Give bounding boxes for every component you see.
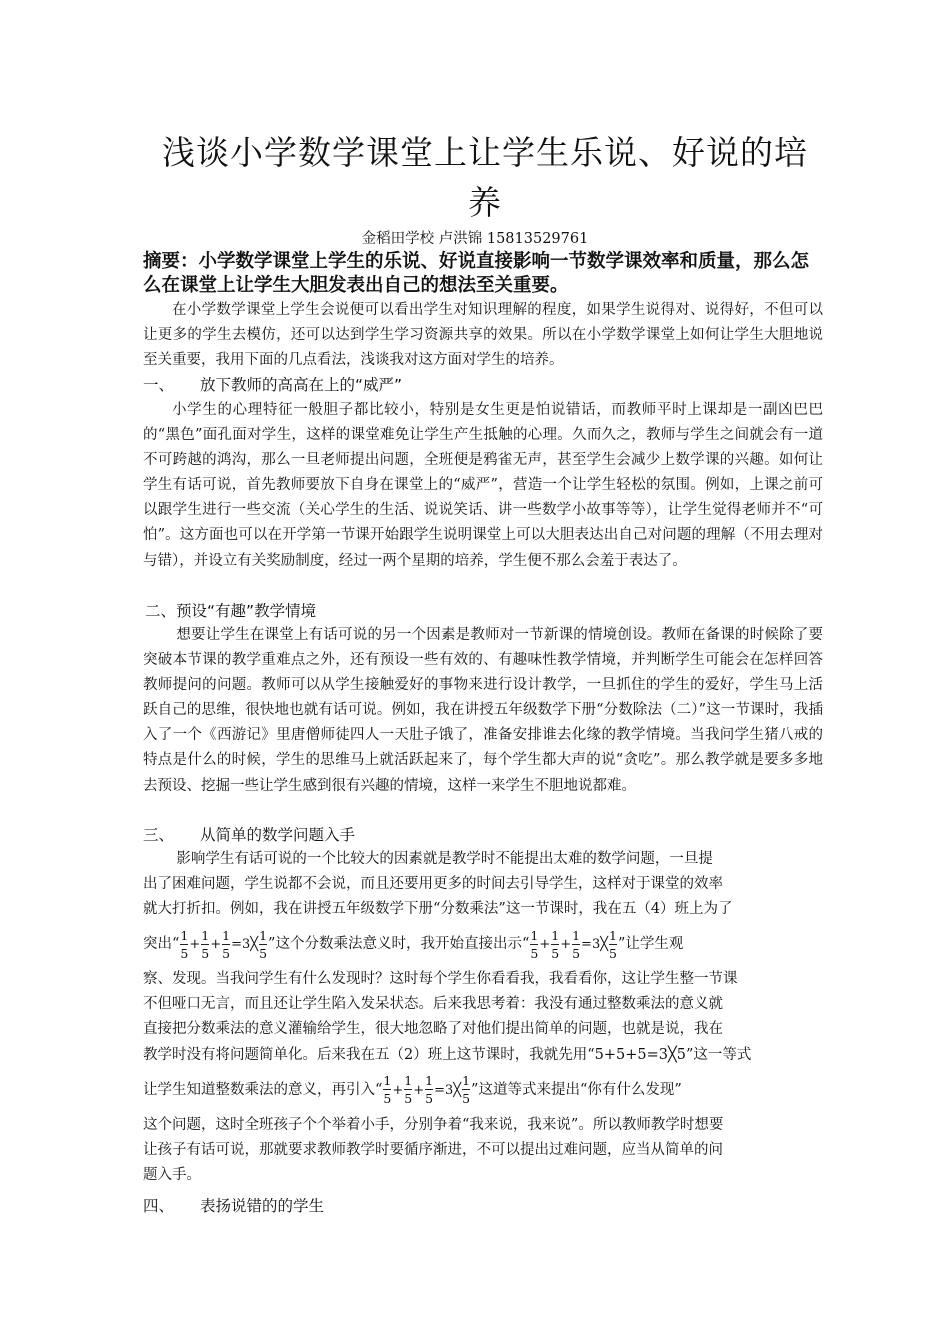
fraction-formula	[382, 1073, 471, 1107]
section-number: 一、	[143, 376, 175, 394]
plus-sign: +	[413, 1082, 425, 1098]
text-line: 就大打折扣。例如，我在讲授五年级数学下册“分数乘法”这一节课时，我在五（4）班上为了	[143, 901, 733, 918]
formula-line-2	[143, 1068, 823, 1113]
denominator: 5	[383, 1091, 392, 1107]
denominator: 5	[222, 945, 231, 961]
fraction	[180, 927, 188, 962]
denominator: 5	[404, 1091, 413, 1107]
numerator: 1	[201, 927, 210, 943]
denominator: 5	[425, 1091, 434, 1107]
text-line: 出了困难问题，学生说都不会说，而且还要用更多的时间去引导学生，这样对于课堂的效率	[143, 876, 723, 893]
text-line: 教学时没有将问题简单化。后来我在五（2）班上这节课时，我就先用“5+5+5=3╳5”这一等式	[143, 1046, 752, 1063]
numerator: 1	[222, 927, 231, 943]
section-title: 放下教师的高高在上的“威严”	[200, 376, 403, 394]
section-number: 三、	[143, 826, 175, 844]
denominator: 5	[180, 945, 189, 961]
text-line: 影响学生有话可说的一个比较大的因素就是教学时不能提出太难的数学问题，一旦提	[176, 851, 713, 867]
section-2-body: 想要让学生在课堂上有话可说的另一个因素是教师对一节新课的情境创设。教师在备课的时候除了要突破本节课的教学重难点之外，还有预设一些有效的、有趣味性教学情境，并判断学生可能会在怎样回答教师提问的问题。教师可以从学生接触爱好的事物来进行设计教学，一旦抓住的学生的爱好，学生马上活跃自己的思维，很快地也就有话可说。例如，我在讲授五年级数学下册“分数除法（二）”这一节课时，我插入了一个《西游记》里唐僧师徒四人一天肚子饿了，准备安排谁去化缘的教学情境。当我问学生猪八戒的特点是什么的时候，学生的思维马上就活跃起来了，每个学生都大声的说“贪吃”。那么教学就是要多多地去预设、挖掘一些让学生感到很有兴趣的情境，这样一来学生不胆地说都难。	[143, 627, 823, 794]
fraction	[462, 1072, 470, 1107]
fraction	[259, 927, 267, 962]
plus-sign: +	[560, 937, 572, 953]
section-1-body: 小学生的心理特征一般胆子都比较小，特别是女生更是怕说错话，而教师平时上课却是一副凶巴巴的“黑色”面孔面对学生，这样的课堂难免让学生产生抵触的心理。久而久之，教师与学生之间就会有一道不可跨越的鸿沟，那么一旦老师提出问题，全班便是鸦雀无声，甚至学生会减少上数学课的兴趣。如何让学生有话可说，首先教师要放下自身在课堂上的“威严”，营造一个让学生轻松的氛围。例如，上课之前可以跟学生进行一些交流（关心学生的生活、说说笑话、讲一些数学小故事等等），让学生觉得老师并不“可怕”。这方面也可以在开学第一节课开始跟学生说明课堂上可以大胆表达出自己对问题的理解（不用去理对与错），并设立有关奖励制度，经过一两个星期的培养，学生便不那么会羞于表达了。	[143, 402, 823, 569]
section-number: 二、	[145, 602, 177, 620]
fraction	[383, 1072, 391, 1107]
times-sign: ╳	[453, 1082, 462, 1098]
text-fragment: 让学生知道整数乘法的意义，再引入“	[143, 1081, 383, 1098]
equals-term: =3	[231, 937, 251, 953]
fraction	[572, 927, 580, 962]
text-line: 这个问题，这时全班孩子个个举着小手，分别争着“我来说，我来说”。所以教师教学时想要	[143, 1116, 724, 1133]
text-fragment: ”这个分数乘法意义时，我开始直接出示“	[268, 936, 530, 953]
equals-term: =3	[581, 937, 601, 953]
fraction	[201, 927, 209, 962]
equals-term: =3	[434, 1082, 454, 1098]
numerator: 1	[425, 1073, 434, 1089]
denominator: 5	[572, 945, 581, 961]
plus-sign: +	[539, 937, 551, 953]
fraction	[425, 1072, 433, 1107]
fraction	[404, 1072, 412, 1107]
numerator: 1	[551, 927, 560, 943]
text-line: 题入手。	[143, 1166, 201, 1183]
numerator: 1	[259, 927, 268, 943]
times-sign: ╳	[600, 937, 609, 953]
section-title: 表扬说错的的学生	[200, 1197, 325, 1215]
document-title	[140, 128, 830, 228]
numerator: 1	[404, 1073, 413, 1089]
section-number: 四、	[143, 1197, 175, 1215]
section-heading-2	[145, 599, 825, 623]
numerator: 1	[462, 1073, 471, 1089]
text-fragment: ”这道等式来提出“你有什么发现”	[471, 1081, 682, 1098]
section-title: 从简单的数学问题入手	[200, 826, 356, 844]
denominator: 5	[201, 945, 210, 961]
section-title: 预设“有趣”教学情境	[176, 602, 317, 620]
fraction-formula	[179, 927, 268, 961]
numerator: 1	[383, 1073, 392, 1089]
fraction	[551, 927, 559, 962]
numerator: 1	[609, 927, 617, 943]
plus-sign: +	[210, 937, 222, 953]
fraction-formula	[529, 927, 618, 961]
denominator: 5	[462, 1091, 471, 1107]
denominator: 5	[551, 945, 560, 961]
text-fragment: ”让学生观	[618, 936, 684, 953]
fraction	[609, 927, 617, 962]
author-line: 金稻田学校 卢洪锦 15813529761	[361, 231, 589, 247]
abstract: 摘要：小学数学课堂上学生的乐说、好说直接影响一节数学课效率和质量，那么怎么在课堂上让学生大胆发表出自己的想法至关重要。	[143, 251, 810, 296]
times-sign: ╳	[250, 937, 259, 953]
denominator: 5	[259, 945, 268, 961]
title-line-2: 养	[468, 183, 502, 222]
plus-sign: +	[392, 1082, 404, 1098]
text-line: 不但哑口无言，而且还让学生陷入发呆状态。后来我思考着：我没有通过整数乘法的意义就	[143, 996, 723, 1013]
text-fragment: 突出“	[143, 936, 180, 953]
section-heading-4	[143, 1194, 823, 1218]
section-heading-1	[143, 373, 823, 397]
section-heading-3	[143, 823, 823, 847]
title-line-1: 浅谈小学数学课堂上让学生乐说、好说的培	[162, 133, 808, 172]
section-3-body	[143, 847, 823, 1188]
formula-line-1	[143, 922, 823, 967]
text-line: 直接把分数乘法的意义灌输给学生，很大地忽略了对他们提出简单的问题，也就是说，我在	[143, 1021, 723, 1038]
plus-sign: +	[189, 937, 201, 953]
text-line: 察、发现。当我问学生有什么发现时？这时每个学生你看看我，我看看你，这让学生整一节课	[143, 971, 738, 988]
denominator: 5	[609, 945, 617, 961]
intro-paragraph: 在小学数学课堂上学生会说便可以看出学生对知识理解的程度，如果学生说得对、说得好，不但可以让更多的学生去模仿，还可以达到学生学习资源共享的效果。所以在小学数学课堂上如何让学生大胆地说至关重要，我用下面的几点看法，浅谈我对这方面对学生的培养。	[143, 302, 823, 369]
numerator: 1	[572, 927, 581, 943]
fraction	[530, 927, 538, 962]
numerator: 1	[180, 927, 189, 943]
denominator: 5	[530, 945, 539, 961]
fraction	[222, 927, 230, 962]
text-line: 让孩子有话可说，那就要求教师教学时要循序渐进，不可以提出过难问题，应当从简单的问	[143, 1141, 723, 1158]
numerator: 1	[530, 927, 539, 943]
